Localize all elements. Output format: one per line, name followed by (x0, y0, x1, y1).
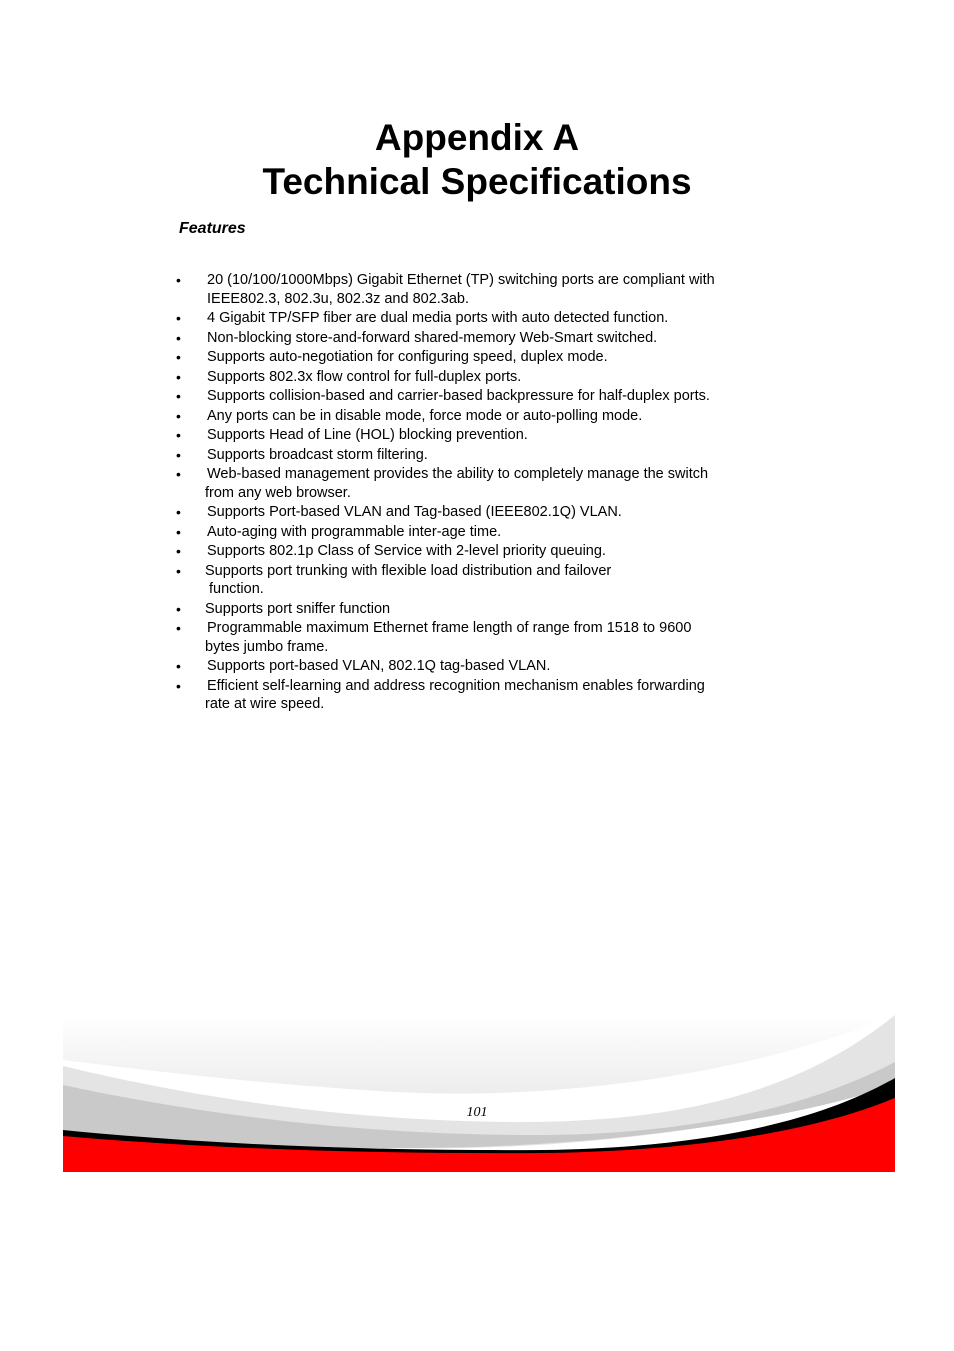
bullet-icon: • (176, 600, 181, 617)
bullet-icon: • (176, 523, 181, 540)
feature-text: Supports 802.3x flow control for full-duplex ports. (207, 368, 522, 385)
feature-text: Supports collision-based and carrier-based backpressure for half-duplex ports. (207, 388, 710, 404)
feature-list-item (0, 542, 954, 561)
feature-list-item (0, 329, 954, 348)
bullet-icon: • (176, 329, 181, 346)
feature-text: 20 (10/100/1000Mbps) Gigabit Ethernet (TP) switching ports are compliant with (207, 272, 715, 288)
feature-text: Efficient self-learning and address recognition mechanism enables forwarding (207, 677, 705, 694)
page-title-line-1: Appendix A (374, 117, 580, 158)
feature-list-item (0, 562, 954, 599)
feature-text: Any ports can be in disable mode, force mode or auto-polling mode. (207, 407, 643, 424)
feature-text-continued: function. (209, 581, 264, 597)
feature-text: Supports 802.1p Class of Service with 2-level priority queuing. (207, 543, 606, 559)
bullet-icon: • (176, 368, 181, 385)
feature-text: Supports port sniffer function (205, 600, 391, 617)
feature-list-item (0, 309, 954, 328)
bullet-icon: • (176, 272, 181, 288)
feature-list (0, 271, 954, 715)
feature-text: Web-based management provides the ability to completely manage the switch (207, 466, 709, 482)
feature-list-item (0, 271, 954, 308)
bullet-icon: • (176, 658, 181, 674)
feature-list-item (0, 523, 954, 542)
bullet-icon: • (176, 388, 181, 404)
bullet-icon: • (176, 620, 181, 636)
feature-text: Supports auto-negotiation for configuring speed, duplex mode. (207, 349, 608, 365)
feature-list-item (0, 503, 954, 522)
footer-wave-decoration (63, 1010, 895, 1172)
bullet-icon: • (176, 466, 181, 482)
feature-text-continued: IEEE802.3, 802.3u, 802.3z and 802.3ab. (207, 290, 470, 307)
feature-text: Auto-aging with programmable inter-age time. (207, 523, 502, 540)
feature-list-item (0, 657, 954, 676)
feature-list-item (0, 387, 954, 406)
feature-list-item (0, 600, 954, 619)
feature-list-item (0, 446, 954, 465)
bullet-icon: • (176, 677, 181, 694)
page-number: 101 (466, 1105, 488, 1120)
feature-text: Supports port-based VLAN, 802.1Q tag-based VLAN. (207, 658, 551, 674)
feature-text: Supports Head of Line (HOL) blocking prevention. (207, 427, 528, 443)
page-title (0, 116, 954, 204)
feature-text-continued: bytes jumbo frame. (205, 638, 329, 655)
feature-list-item (0, 677, 954, 714)
bullet-icon: • (176, 407, 181, 424)
bullet-icon: • (176, 562, 181, 579)
feature-text: Supports port trunking with flexible load distribution and failover (205, 562, 612, 579)
bullet-icon: • (176, 446, 181, 463)
feature-text-continued: from any web browser. (205, 484, 351, 501)
feature-text: Non-blocking store-and-forward shared-memory Web-Smart switched. (207, 329, 658, 346)
feature-list-item (0, 348, 954, 367)
feature-list-item (0, 368, 954, 387)
feature-text: 4 Gigabit TP/SFP fiber are dual media ports with auto detected function. (207, 310, 669, 326)
footer-wave-fade (63, 1015, 895, 1093)
bullet-icon: • (176, 310, 181, 326)
feature-list-item (0, 465, 954, 502)
feature-text-continued: rate at wire speed. (205, 696, 325, 712)
bullet-icon: • (176, 349, 181, 365)
bullet-icon: • (176, 427, 181, 443)
section-heading-features: Features (179, 220, 246, 237)
feature-text: Supports broadcast storm filtering. (207, 446, 428, 463)
feature-list-item (0, 407, 954, 426)
feature-list-item (0, 619, 954, 656)
feature-text: Programmable maximum Ethernet frame length of range from 1518 to 9600 (207, 620, 692, 636)
bullet-icon: • (176, 543, 181, 559)
bullet-icon: • (176, 504, 181, 520)
feature-text: Supports Port-based VLAN and Tag-based (IEEE802.1Q) VLAN. (207, 504, 622, 520)
page-title-line-2: Technical Specifications (262, 161, 692, 202)
feature-list-item (0, 426, 954, 445)
